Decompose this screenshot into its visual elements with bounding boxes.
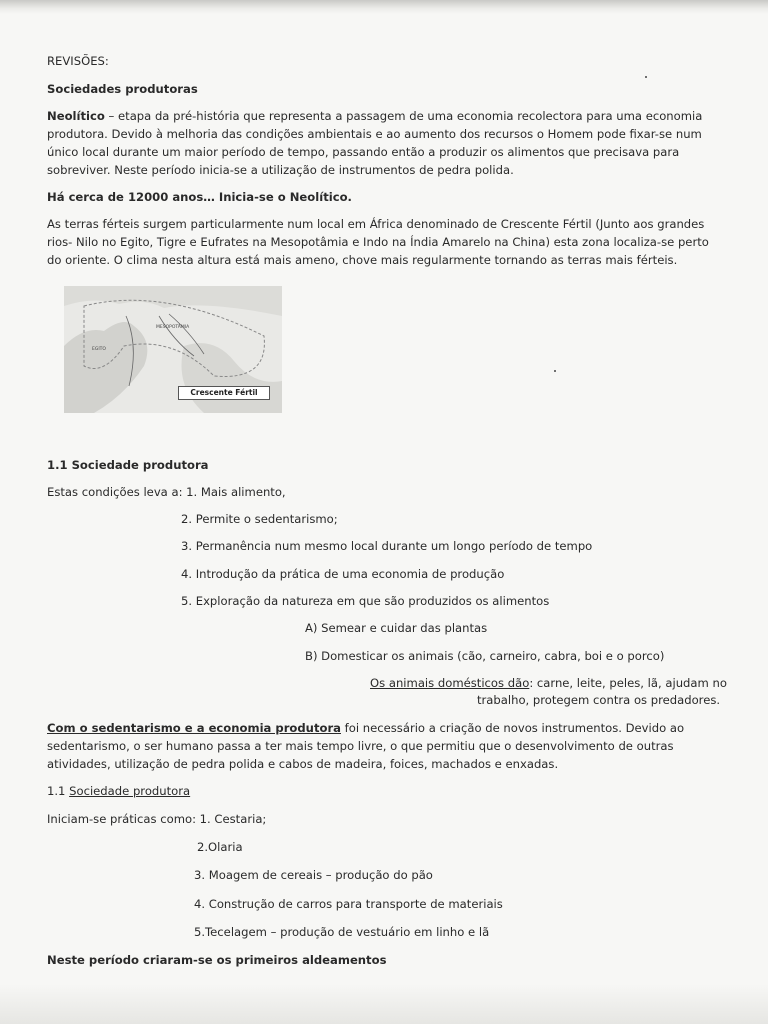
subsection-heading: 1.1 Sociedade produtora (47, 458, 209, 472)
scan-top-edge (0, 0, 768, 14)
scan-speck (554, 370, 556, 372)
subsection-number: 1.1 (47, 784, 70, 798)
subsection-heading-2 (47, 782, 190, 800)
practice-item: 3. Moagem de cereais – produção do pão (194, 868, 433, 882)
neolitico-text: – etapa da pré-história que representa a passagem de uma economia recolectora para uma economia produtora. Devido à melhoria das condições ambientais e ao aumento dos recursos o Homem pode fixar-se num único local durante um maior período de tempo, passando então a produzir os alimentos que precisava para sobreviver. Neste período inicia-se a utilização de instrumentos de pedra polida. (47, 109, 703, 177)
sedentarismo-lead: Com o sedentarismo e a economia produtora (47, 721, 341, 735)
sub-list-item: A) Semear e cuidar das plantas (305, 621, 488, 635)
list-item: 4. Introdução da prática de uma economia de produção (181, 567, 505, 581)
practices-line (47, 810, 266, 828)
sedentarismo-paragraph (47, 719, 723, 773)
list-item: 1. Mais alimento, (186, 485, 286, 499)
animals-text-continued: trabalho, protegem contra os predadores. (477, 693, 721, 707)
neolitico-term: Neolítico (47, 109, 105, 123)
list-item: 5. Exploração da natureza em que são produzidos os alimentos (181, 594, 550, 608)
map-place-label: MESOPOTÂMIA (156, 325, 190, 330)
sub-list-item: B) Domesticar os animais (cão, carneiro, cabra, boi e o porco) (305, 649, 665, 663)
practice-item: 5.Tecelagem – produção de vestuário em linho e lã (194, 925, 490, 939)
crescente-fertil-map (64, 286, 282, 413)
list-item: 3. Permanência num mesmo local durante um longo período de tempo (181, 539, 593, 553)
neolitico-paragraph (47, 107, 723, 179)
practice-item: 2.Olaria (197, 840, 243, 854)
subsection-title: Sociedade produtora (69, 784, 191, 798)
scan-speck (645, 76, 647, 78)
doc-title: REVISÕES: (47, 54, 109, 68)
animals-line (370, 674, 727, 692)
practice-item: 4. Construção de carros para transporte de materiais (194, 897, 503, 911)
map-label: Crescente Fértil (178, 386, 270, 400)
practices-intro: Iniciam-se práticas como: (47, 812, 200, 826)
map-place-label: EGITO (92, 347, 106, 352)
section-heading: Sociedades produtoras (47, 82, 198, 96)
animals-label: Os animais domésticos dão (370, 676, 530, 690)
closing-line: Neste período criaram-se os primeiros aldeamentos (47, 953, 387, 967)
conditions-intro: Estas condições leva a: (47, 485, 187, 499)
sedentarismo-text: foi necessário a criação de novos instrumentos. Devido ao sedentarismo, o ser humano passa a ter mais tempo livre, o que permitiu que o desenvolvimento de outras atividades, utilização de pedra polida e cabos de madeira, foices, machados e enxadas. (47, 721, 685, 771)
era-heading: Há cerca de 12000 anos… Inicia-se o Neolítico. (47, 190, 352, 204)
crescente-paragraph: As terras férteis surgem particularmente num local em África denominado de Crescente Fértil (Junto aos grandes rios- Nilo no Egito, Tigre e Eufrates na Mesopotâmia e Indo na Índia Amarelo na China) esta zona localiza-se perto do oriente. O clima nesta altura está mais ameno, chove mais regularmente tornando as terras mais férteis. (47, 217, 709, 267)
conditions-line (47, 483, 286, 501)
list-item: 2. Permite o sedentarismo; (181, 512, 338, 526)
animals-text: : carne, leite, peles, lã, ajudam no (529, 676, 727, 690)
scan-bottom-edge (0, 984, 768, 1024)
practice-item: 1. Cestaria; (199, 812, 267, 826)
